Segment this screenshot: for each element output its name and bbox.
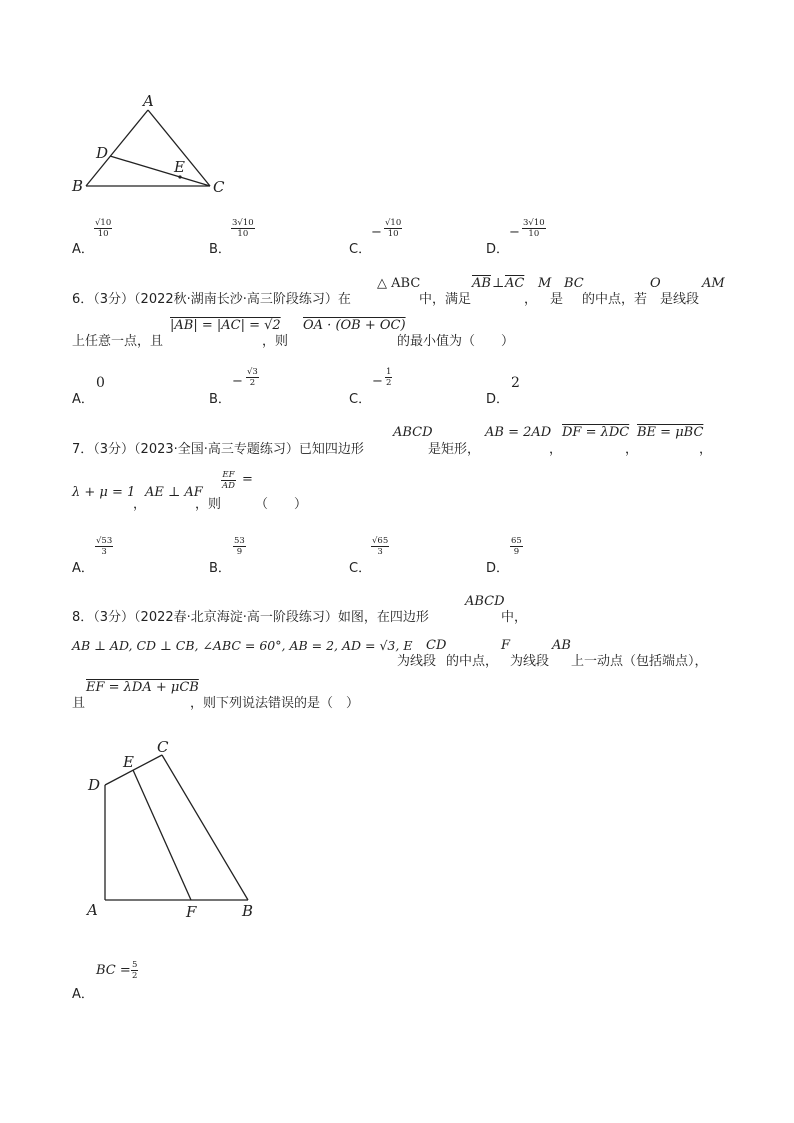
q6-option-b-frac: $\frac{√3}{2}$	[247, 367, 258, 388]
q8-line2-d: 上一动点（包括端点），	[571, 654, 708, 669]
q6-option-a-letter: A．	[72, 392, 94, 407]
quadrilateral-figure-2	[80, 735, 280, 925]
q6-option-d-letter: D．	[486, 392, 510, 407]
q6-line2-a: 上任意一点，且	[72, 334, 164, 349]
q6-head: 6．（3分）（2022秋·湖南长沙·高三阶段练习）在	[72, 292, 351, 307]
q8-line3-math: EF = λDA + μCB	[86, 680, 199, 695]
label-a: A	[143, 92, 154, 110]
q6-option-b-sign: −	[232, 374, 243, 389]
q6-option-b-letter: B．	[209, 392, 231, 407]
q8-line3-b: ，则下列说法错误的是（ ）	[190, 696, 360, 711]
q8-cd: CD	[426, 638, 447, 653]
label-c: C	[213, 178, 225, 196]
q8-f: F	[501, 638, 511, 653]
label-d: D	[96, 144, 109, 162]
q7-head: 7．（3分）（2023·全国·高三专题练习）已知四边形	[72, 442, 364, 457]
q6-triangle: △ ABC	[377, 276, 421, 291]
q6-text-4: 的中点，若	[582, 292, 648, 307]
q6-text-5: 是线段	[660, 292, 700, 307]
segment-dc	[110, 156, 210, 186]
q6-text-2: ，	[524, 292, 538, 307]
q8-abcd: ABCD	[465, 594, 505, 609]
q6-option-a-value: 0	[96, 375, 105, 391]
q7-text-2: ，	[549, 442, 563, 457]
label-c: C	[157, 738, 169, 756]
q5-option-d-frac: $\frac{3√10}{10}$	[523, 218, 545, 239]
label-b: B	[242, 902, 254, 920]
label-a: A	[87, 901, 98, 919]
q5-option-a-letter: A．	[72, 242, 94, 257]
label-d: D	[88, 776, 101, 794]
q5-option-b-letter: B．	[209, 242, 231, 257]
q5-option-c-letter: C．	[349, 242, 372, 257]
q7-ratio-eq: =	[242, 472, 253, 487]
q5-option-a-frac: $\frac{√10}{10}$	[95, 218, 112, 239]
q7-eq-1: AB = 2AD	[485, 425, 552, 440]
q6-option-c-sign: −	[372, 374, 383, 389]
q8-option-a-letter: A．	[72, 987, 94, 1002]
q7-option-b-frac: $\frac{53}{9}$	[234, 536, 245, 557]
q7-eq-2: DF = λDC	[562, 425, 630, 440]
q7-option-c-frac: $\frac{√65}{3}$	[372, 536, 389, 557]
q5-option-d-sign: −	[509, 225, 520, 240]
q6-option-c-frac: $\frac{1}{2}$	[386, 367, 392, 388]
q8-line2-a: 为线段	[397, 654, 437, 669]
q5-option-c-frac: $\frac{√10}{10}$	[385, 218, 402, 239]
segment-cb	[162, 755, 248, 900]
q6-text-3: 是	[550, 292, 564, 307]
q6-o: O	[650, 276, 661, 291]
q6-option-d-value: 2	[511, 375, 520, 391]
q5-option-d-letter: D．	[486, 242, 510, 257]
q7-line2-a: λ + μ = 1	[72, 485, 136, 500]
label-e: E	[123, 753, 134, 771]
q7-option-b-letter: B．	[209, 561, 231, 576]
q7-line2-b: ，	[133, 497, 147, 512]
q6-abs-expr: |AB| = |AC| = √2	[170, 318, 281, 333]
triangle-figure-1	[60, 90, 240, 200]
q7-line2-e: （ ）	[255, 497, 308, 512]
q6-vec-ab: $\overline{AB}$	[472, 276, 491, 291]
q7-eq-3: BE = μBC	[637, 425, 704, 440]
q8-ab: AB	[552, 638, 571, 653]
label-f: F	[186, 903, 197, 921]
q7-ratio-frac: $\frac{EF}{AD}$	[222, 470, 235, 491]
q6-perp: ⊥	[492, 276, 505, 291]
q6-m: M	[538, 276, 552, 291]
q7-option-c-letter: C．	[349, 561, 372, 576]
q7-text-1: 是矩形，	[428, 442, 481, 457]
q8-line3-a: 且	[72, 696, 86, 711]
q6-text-1: 中，满足	[419, 292, 472, 307]
q8-option-a-math: BC =	[96, 963, 131, 978]
label-b: B	[72, 177, 84, 195]
q6-bc: BC	[564, 276, 584, 291]
q8-line2-b: 的中点，	[446, 654, 499, 669]
q6-line2-c: 的最小值为（ ）	[397, 334, 515, 349]
q8-line2-math: AB ⊥ AD, CD ⊥ CB, ∠ABC = 60°, AB = 2, AD = √3, E	[72, 638, 413, 653]
q7-line2-d: ，则	[195, 497, 222, 512]
q8-text-1: 中，	[501, 610, 528, 625]
q8-line2-c: 为线段	[510, 654, 550, 669]
q7-text-3: ，	[625, 442, 639, 457]
q7-abcd: ABCD	[393, 425, 433, 440]
q8-head: 8．（3分）（2022春·北京海淀·高一阶段练习）如图，在四边形	[72, 610, 429, 625]
q7-option-a-letter: A．	[72, 561, 94, 576]
q7-text-4: ，	[699, 442, 713, 457]
label-e: E	[174, 158, 185, 176]
q6-dot-expr: OA · (OB + OC)	[303, 318, 406, 333]
q8-option-a-frac: $\frac{5}{2}$	[132, 960, 138, 981]
q7-option-a-frac: $\frac{√53}{3}$	[96, 536, 113, 557]
q5-option-b-frac: $\frac{3√10}{10}$	[232, 218, 254, 239]
q6-option-c-letter: C．	[349, 392, 372, 407]
q6-am: AM	[702, 276, 725, 291]
q6-vec-ac: $\overline{AC}$	[505, 276, 525, 291]
q7-line2-c: AE ⊥ AF	[145, 485, 203, 500]
q7-option-d-frac: $\frac{65}{9}$	[511, 536, 522, 557]
q6-line2-b: ，则	[262, 334, 289, 349]
q7-option-d-letter: D．	[486, 561, 510, 576]
q5-option-c-sign: −	[371, 225, 382, 240]
